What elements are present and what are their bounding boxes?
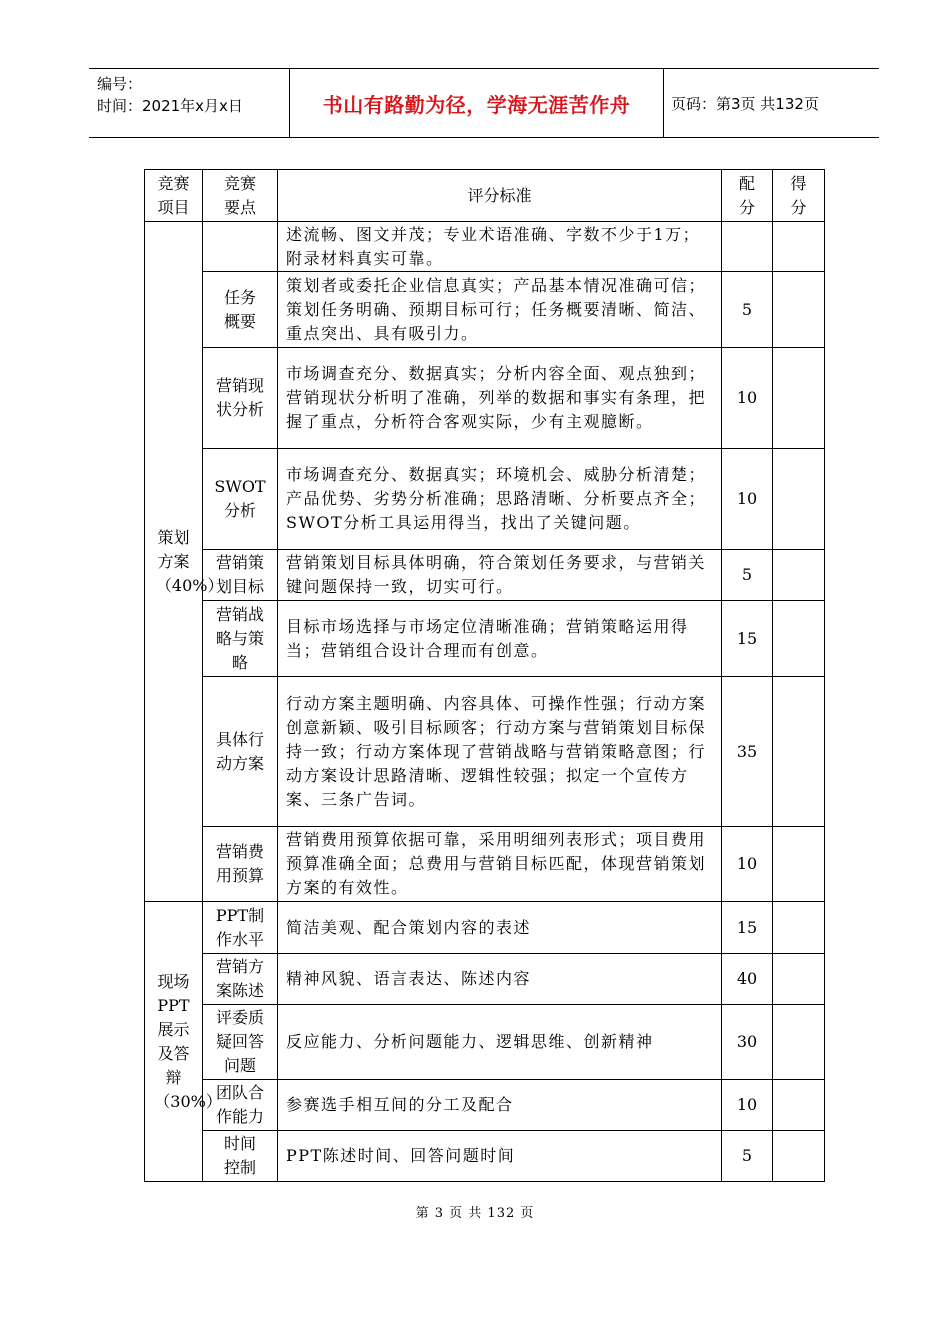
row-criteria: 市场调查充分、数据真实；环境机会、威胁分析清楚；产品优势、劣势分析准确；思路清晰、分析要点齐全；SWOT分析工具运用得当，找出了关键问题。: [278, 449, 722, 550]
row-criteria: 简洁美观、配合策划内容的表述: [278, 902, 722, 954]
row-score: 10: [722, 1080, 773, 1131]
table-row: [145, 1005, 825, 1080]
header-meta: [97, 73, 243, 117]
row-criteria: 行动方案主题明确、内容具体、可操作性强；行动方案创意新颖、吸引目标顾客；行动方案与营销策划目标保持一致；行动方案体现了营销战略与营销策略意图；行动方案设计思路清晰、逻辑性较强；拟定一个宣传方案、三条广告词。: [278, 677, 722, 827]
row-score: [722, 222, 773, 272]
category-plan: 策划方案（40%）: [145, 222, 203, 902]
page-footer: 第 3 页 共 132 页: [415, 1206, 535, 1221]
table-header-row: [145, 170, 825, 222]
row-got: [773, 348, 825, 449]
row-point: 营销费用预算: [203, 827, 278, 902]
date-label: 时间：2021年x月x日: [97, 97, 243, 115]
row-got: [773, 902, 825, 954]
row-criteria: 目标市场选择与市场定位清晰准确；营销策略运用得当；营销组合设计合理而有创意。: [278, 601, 722, 677]
table-row: [145, 1080, 825, 1131]
row-score: 10: [722, 449, 773, 550]
row-score: 10: [722, 348, 773, 449]
header-item: 竞赛项目: [145, 170, 203, 222]
row-score: 40: [722, 954, 773, 1005]
category-ppt: 现场PPT展示及答辩（30%）: [145, 902, 203, 1182]
row-score: 15: [722, 601, 773, 677]
row-criteria: 反应能力、分析问题能力、逻辑思维、创新精神: [278, 1005, 722, 1080]
row-got: [773, 601, 825, 677]
code-label: 编号：: [97, 75, 143, 93]
row-got: [773, 449, 825, 550]
table-row: [145, 601, 825, 677]
row-point: 评委质疑回答问题: [203, 1005, 278, 1080]
row-criteria: PPT陈述时间、回答问题时间: [278, 1131, 722, 1182]
row-got: [773, 550, 825, 601]
motto: 书山有路勤为径，学海无涯苦作舟: [289, 69, 664, 137]
row-score: 15: [722, 902, 773, 954]
row-score: 30: [722, 1005, 773, 1080]
table-row: [145, 348, 825, 449]
row-score: 5: [722, 272, 773, 348]
row-criteria: 策划者或委托企业信息真实；产品基本情况准确可信；策划任务明确、预期目标可行；任务概要清晰、简洁、重点突出、具有吸引力。: [278, 272, 722, 348]
scoring-table: [144, 169, 825, 1182]
row-score: 5: [722, 550, 773, 601]
row-criteria: 营销费用预算依据可靠，采用明细列表形式；项目费用预算准确全面；总费用与营销目标匹配，体现营销策划方案的有效性。: [278, 827, 722, 902]
page-label: 页码：第3页 共132页: [671, 94, 819, 113]
row-criteria: 参赛选手相互间的分工及配合: [278, 1080, 722, 1131]
table-row: [145, 954, 825, 1005]
row-score: 5: [722, 1131, 773, 1182]
table-row: [145, 449, 825, 550]
table-row: [145, 677, 825, 827]
row-got: [773, 1080, 825, 1131]
row-point: 团队合作能力: [203, 1080, 278, 1131]
row-criteria: 营销策划目标具体明确，符合策划任务要求，与营销关键问题保持一致，切实可行。: [278, 550, 722, 601]
page-header: [89, 68, 879, 138]
row-point: PPT制作水平: [203, 902, 278, 954]
row-point: 营销战略与策略: [203, 601, 278, 677]
row-got: [773, 954, 825, 1005]
header-point: 竞赛要点: [203, 170, 278, 222]
table-row: [145, 827, 825, 902]
row-point: 时间控制: [203, 1131, 278, 1182]
row-got: [773, 1005, 825, 1080]
header-got: 得分: [773, 170, 825, 222]
row-point: 具体行动方案: [203, 677, 278, 827]
row-point: 任务概要: [203, 272, 278, 348]
table-row: [145, 272, 825, 348]
row-point: 营销方案陈述: [203, 954, 278, 1005]
header-criteria: 评分标准: [278, 170, 722, 222]
row-got: [773, 1131, 825, 1182]
row-score: 35: [722, 677, 773, 827]
row-got: [773, 272, 825, 348]
row-point: SWOT分析: [203, 449, 278, 550]
row-point: 营销策划目标: [203, 550, 278, 601]
header-score: 配分: [722, 170, 773, 222]
row-got: [773, 677, 825, 827]
row-score: 10: [722, 827, 773, 902]
row-criteria: 市场调查充分、数据真实；分析内容全面、观点独到；营销现状分析明了准确，列举的数据和事实有条理，把握了重点，分析符合客观实际，少有主观臆断。: [278, 348, 722, 449]
table-row: [145, 1131, 825, 1182]
row-point: [203, 222, 278, 272]
table-row: [145, 550, 825, 601]
table-row: [145, 902, 825, 954]
row-got: [773, 222, 825, 272]
row-criteria: 述流畅、图文并茂；专业术语准确、字数不少于1万；附录材料真实可靠。: [278, 222, 722, 272]
table-row: [145, 222, 825, 272]
row-got: [773, 827, 825, 902]
row-point: 营销现状分析: [203, 348, 278, 449]
row-criteria: 精神风貌、语言表达、陈述内容: [278, 954, 722, 1005]
